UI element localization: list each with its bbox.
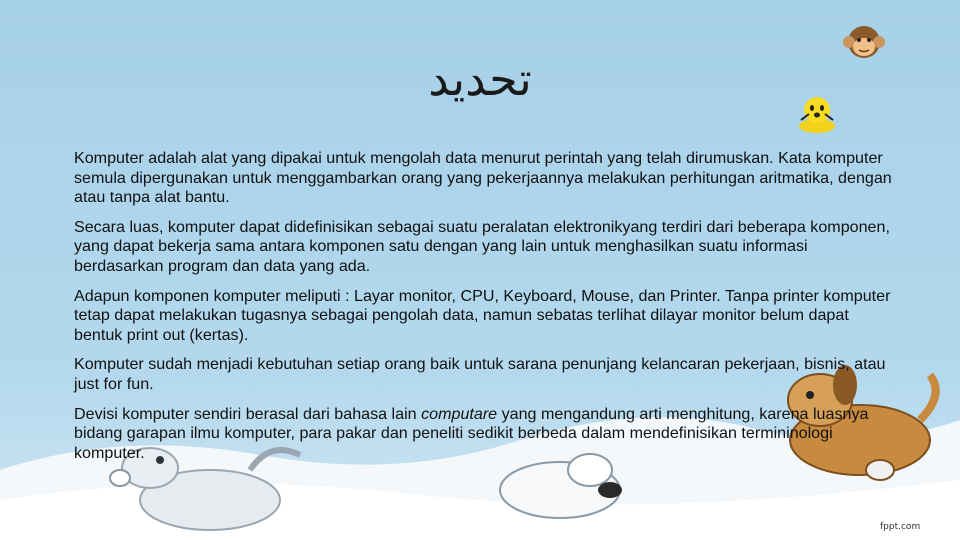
slide-title: تحديد	[428, 52, 532, 106]
etymology-term: computare	[421, 404, 498, 423]
etymology-text-start: Devisi komputer sendiri berasal dari bahasa lain	[74, 404, 422, 423]
footer-watermark: fppt.com	[880, 522, 921, 532]
slide-body	[74, 149, 894, 473]
paragraph-necessity: Komputer sudah menjadi kebutuhan setiap orang baik untuk sarana penunjang kelancaran pekerjaan, bisnis, atau just for fun.	[74, 355, 886, 393]
paragraph-components: Adapun komponen komputer meliputi : Layar monitor, CPU, Keyboard, Mouse, dan Printer. Tanpa printer komputer tetap dapat melakukan tugasnya sebagai pengolah data, namun sebatas terlihat dilayar monitor belum dapat bentuk print out (kertas).	[74, 286, 891, 344]
paragraph-definition: Komputer adalah alat yang dipakai untuk mengolah data menurut perintah yang telah dirumuskan. Kata komputer semula dipergunakan untuk menggambarkan orang yang pekerjaannya melakukan perhitungan aritmatika, dengan atau tanpa alat bantu.	[74, 149, 892, 207]
paragraph-etymology	[74, 405, 894, 464]
paragraph-broad-definition: Secara luas, komputer dapat didefinisikan sebagai suatu peralatan elektronikyang terdiri dari beberapa komponen, yang dapat bekerja sama antara komponen satu dengan yang lain untuk menghasilkan suatu informasi berdasarkan program dan data yang ada.	[74, 217, 890, 275]
face-emoji-icon	[795, 92, 839, 134]
etymology-text-end: yang mengandung arti menghitung, karena luasnya bidang garapan ilmu komputer, para pakar dan peneliti sedikit berbeda dalam mendefinisikan termininologi komputer.	[74, 404, 869, 462]
monkey-icon	[842, 22, 886, 62]
